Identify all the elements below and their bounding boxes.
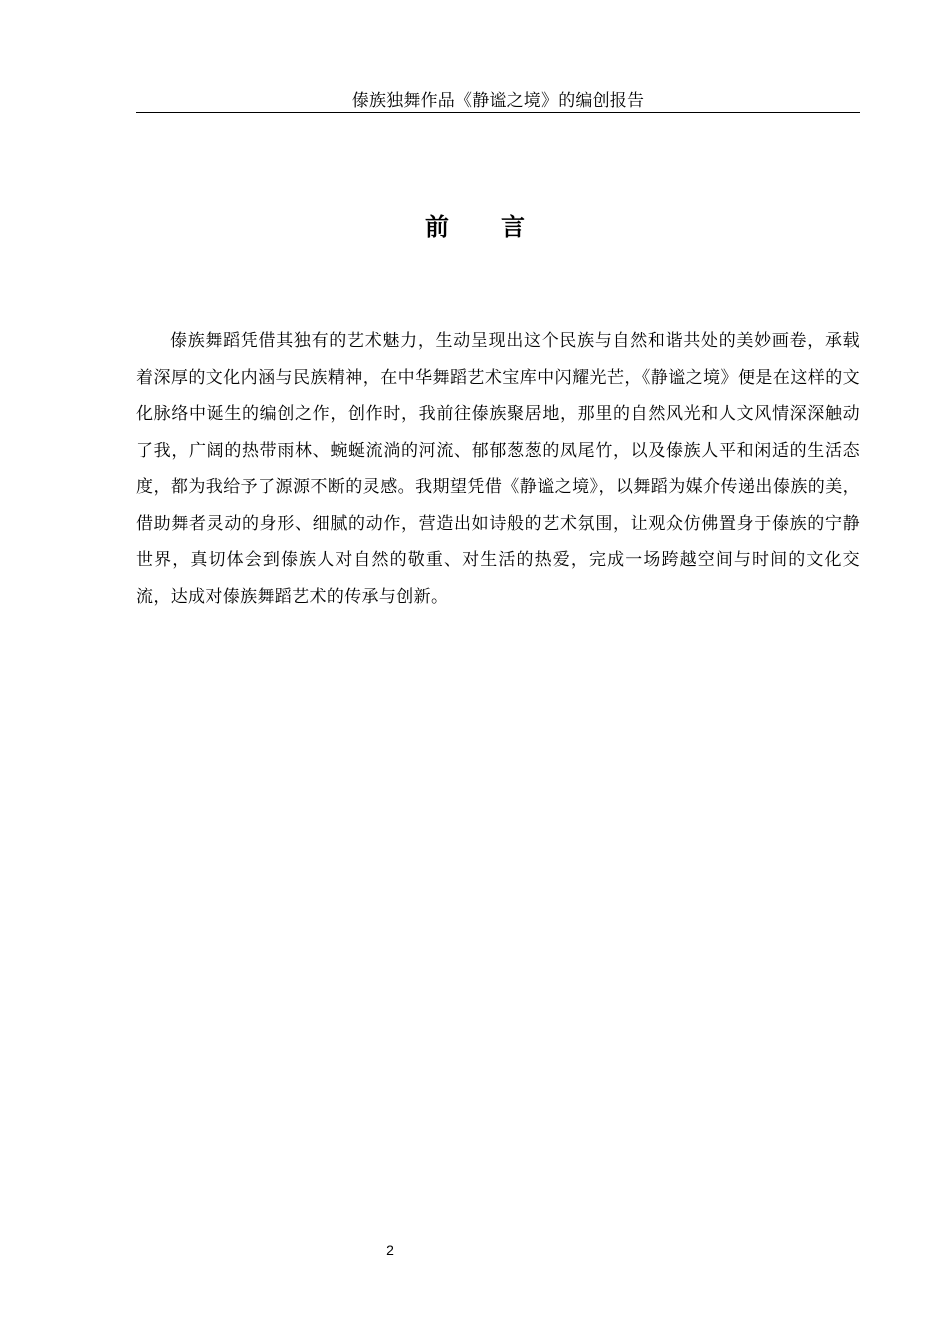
page-number: 2 — [386, 1242, 394, 1258]
page-title-char-1: 前 — [425, 213, 449, 241]
page-title-char-2: 言 — [501, 213, 525, 241]
running-header: 傣族独舞作品《静谧之境》的编创报告 — [136, 90, 860, 113]
page-title — [0, 208, 950, 246]
preface-paragraph: 傣族舞蹈凭借其独有的艺术魅力，生动呈现出这个民族与自然和谐共处的美妙画卷，承载着深厚的文化内涵与民族精神，在中华舞蹈艺术宝库中闪耀光芒，《静谧之境》便是在这样的文化脉络中诞生的编创之作，创作时，我前往傣族聚居地，那里的自然风光和人文风情深深触动了我，广阔的热带雨林、蜿蜒流淌的河流、郁郁葱葱的凤尾竹，以及傣族人平和闲适的生活态度，都为我给予了源源不断的灵感。我期望凭借《静谧之境》，以舞蹈为媒介传递出傣族的美，借助舞者灵动的身形、细腻的动作，营造出如诗般的艺术氛围，让观众仿佛置身于傣族的宁静世界，真切体会到傣族人对自然的敬重、对生活的热爱，完成一场跨越空间与时间的文化交流，达成对傣族舞蹈艺术的传承与创新。 — [136, 331, 860, 607]
